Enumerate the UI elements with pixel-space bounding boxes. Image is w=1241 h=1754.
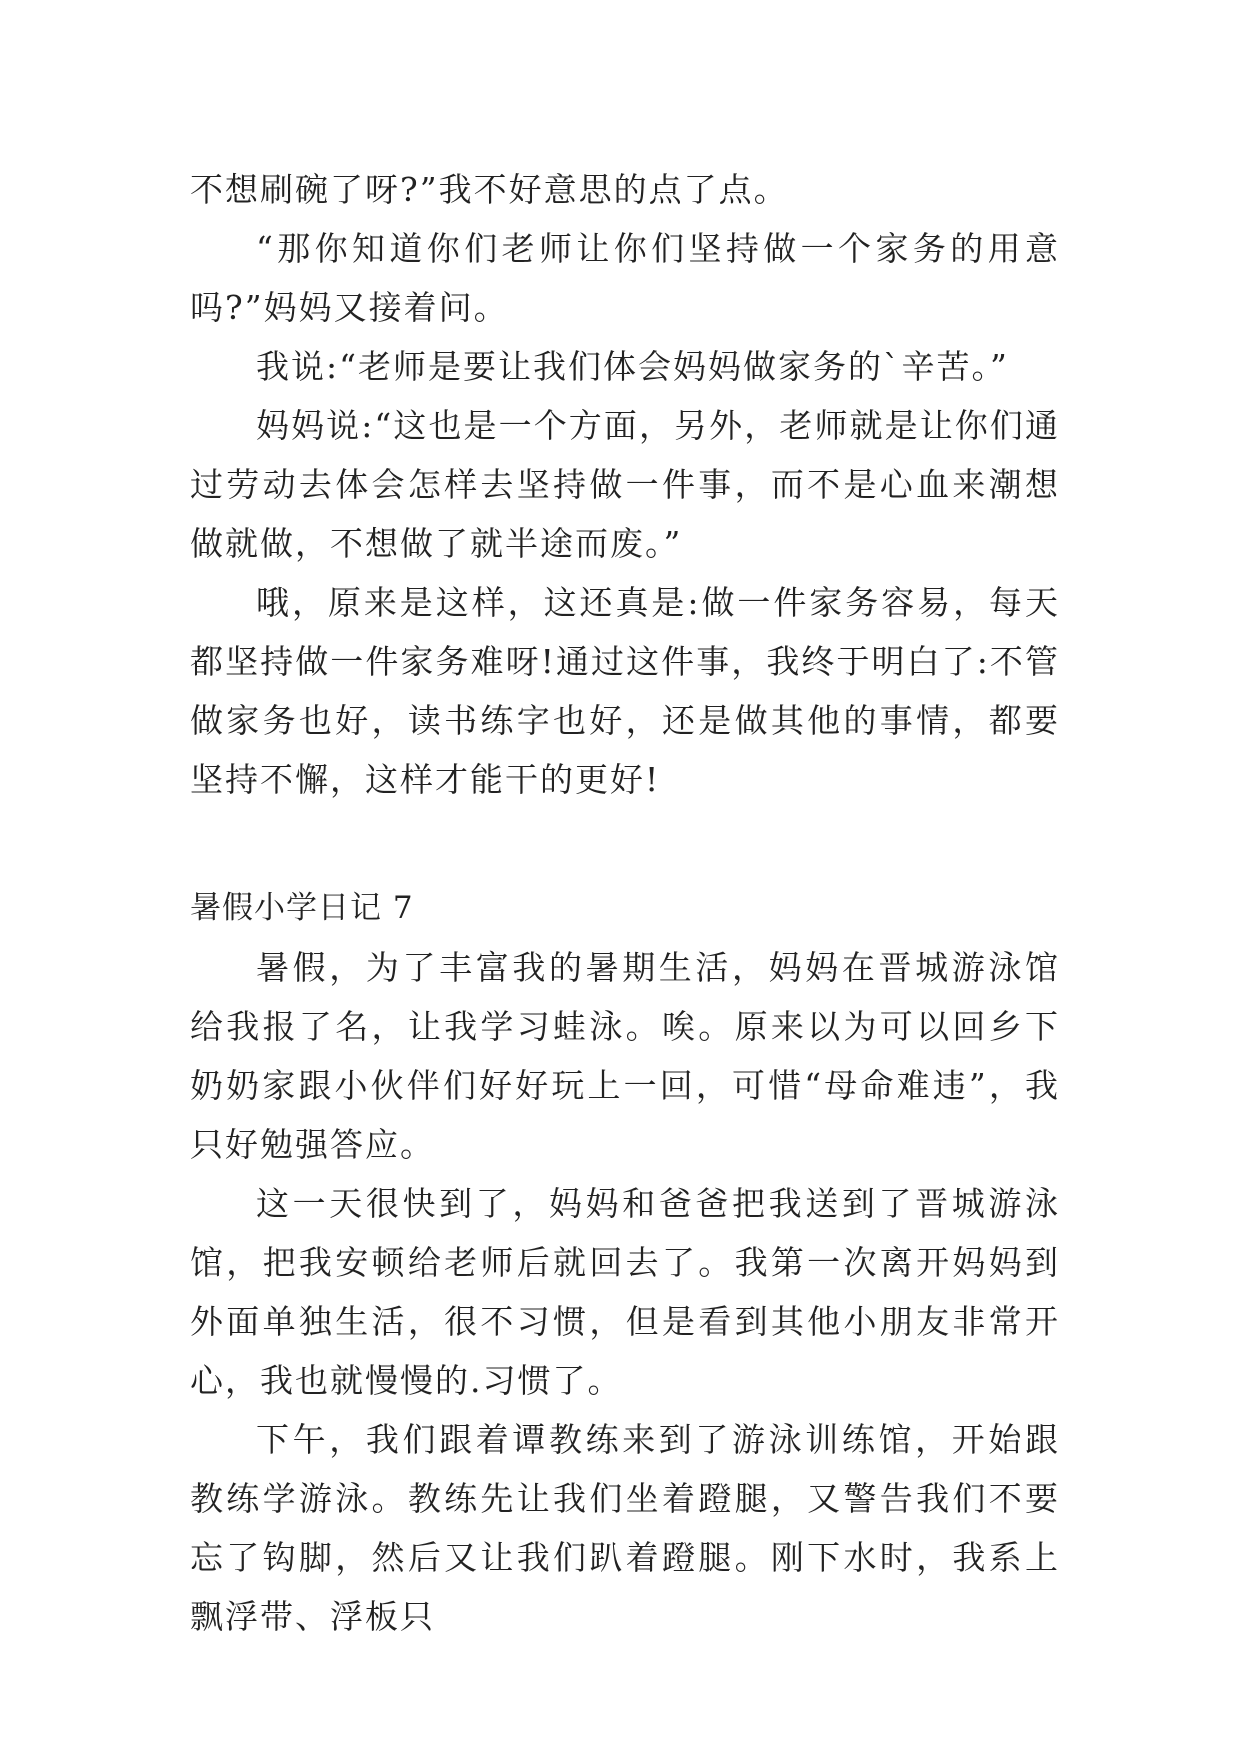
paragraph-8: 下午，我们跟着谭教练来到了游泳训练馆，开始跟教练学游泳。教练先让我们坐着蹬腿，又警告我们不要忘了钩脚，然后又让我们趴着蹬腿。刚下水时，我系上飘浮带、浮板只 [190, 1420, 1060, 1636]
paragraph-7: 这一天很快到了，妈妈和爸爸把我送到了晋城游泳馆，把我安顿给老师后就回去了。我第一次离开妈妈到外面单独生活，很不习惯，但是看到其他小朋友非常开心，我也就慢慢的.习惯了。 [190, 1184, 1060, 1400]
paragraph-1: 不想刷碗了呀?”我不好意思的点了点。 [190, 170, 789, 209]
paragraph-3: 我说:“老师是要让我们体会妈妈做家务的`辛苦。” [256, 347, 1009, 386]
paragraph-5: 哦，原来是这样，这还真是:做一件家务容易，每天都坚持做一件家务难呀!通过这件事，我终于明白了:不管做家务也好，读书练字也好，还是做其他的事情，都要坚持不懈，这样才能干的更好! [190, 583, 1060, 799]
paragraph-6: 暑假，为了丰富我的暑期生活，妈妈在晋城游泳馆给我报了名，让我学习蛙泳。唉。原来以为可以回乡下奶奶家跟小伙伴们好好玩上一回，可惜“母命难违”，我只好勉强答应。 [190, 948, 1060, 1164]
section-heading: 暑假小学日记 7 [190, 890, 414, 926]
paragraph-4: 妈妈说:“这也是一个方面，另外，老师就是让你们通过劳动去体会怎样去坚持做一件事，而不是心血来潮想做就做，不想做了就半途而废。” [190, 406, 1060, 563]
document-body [190, 160, 1060, 1646]
paragraph-2: “那你知道你们老师让你们坚持做一个家务的用意吗?”妈妈又接着问。 [190, 229, 1060, 327]
